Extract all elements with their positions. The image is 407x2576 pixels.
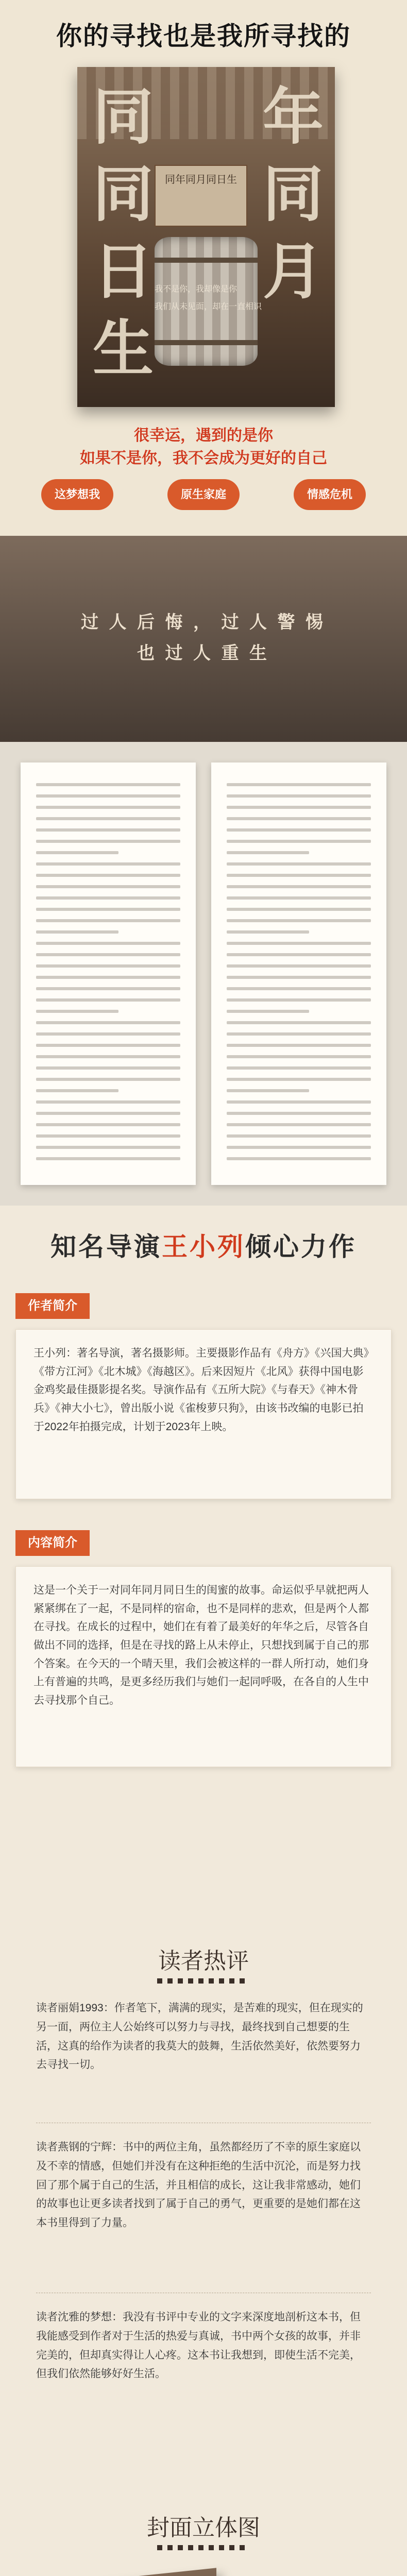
- text-line-placeholder: [36, 1055, 180, 1058]
- cover-blurb-line: 我不是你，我却像是你: [155, 285, 238, 294]
- cover-char-5: 同: [93, 161, 154, 229]
- text-line-placeholder: [227, 1100, 371, 1104]
- text-line-placeholder: [227, 908, 371, 911]
- text-line-placeholder: [227, 1055, 371, 1058]
- director-suffix: 倾心力作: [245, 1232, 357, 1261]
- cover-seal: 同年同月同日生: [155, 165, 247, 227]
- text-line-placeholder: [227, 919, 371, 922]
- cover-char-7: 生: [93, 316, 154, 383]
- badge-crisis: 情感危机: [294, 479, 366, 510]
- text-line-placeholder: [227, 1021, 371, 1024]
- text-line-placeholder: [227, 976, 371, 979]
- text-line-placeholder: [227, 862, 371, 866]
- review-item-3: 读者沈雅的梦想：我没有书评中专业的文字来深度地剖析这本书，但我能感受到作者对于生活的热爱与真诚，书中两个女孩的故事，并非完美的，但却真实得让人心疼。这本书让我想到，即使生活不完美，但我们依然能够好好生活。: [36, 2311, 361, 2380]
- cover-char-3: 同: [263, 161, 324, 229]
- book-3d-front: [62, 2568, 216, 2576]
- content-text: 这是一个关于一对同年同月同日生的闺蜜的故事。命运似乎早就把两人紧紧绑在了一起，不是同样的宿命，也不是同样的悲欢，但是两个人都在寻找。在成长的过程中，她们在有着了最美好的年华之后，尽管各自做出不同的选择，但是在寻找的路上从未停止，只想找到属于自己的那个答案。在今天的一个晴天里，我们会被这样的一群人所打动，她们身上有普遍的共鸣，是更多经历我们与她们一起同呼吸，在各自的人生中去寻找那个自己。: [33, 1584, 369, 1707]
- reviews-title-text: 读者热评: [158, 1948, 249, 1974]
- text-line-placeholder: [227, 1089, 309, 1092]
- hero-section: [0, 0, 407, 742]
- text-line-placeholder: [36, 908, 180, 911]
- text-line-placeholder: [227, 896, 371, 900]
- text-line-placeholder: [227, 1146, 371, 1149]
- text-line-placeholder: [227, 930, 309, 934]
- text-line-placeholder: [36, 794, 180, 798]
- text-line-placeholder: [36, 862, 180, 866]
- text-line-placeholder: [36, 919, 180, 922]
- text-line-placeholder: [36, 987, 180, 990]
- reviews-title: [0, 1942, 407, 1984]
- text-line-placeholder: [227, 1032, 371, 1036]
- text-line-placeholder: [36, 1134, 180, 1138]
- hero-footer-line-2: 也 过 人 重 生: [137, 644, 270, 663]
- review-item-1: 读者丽娟1993：作者笔下，满满的现实，是苦难的现实，但在现实的另一面，两位主人公始终可以努力与寻找，最终找到自己想要的生活，这真的给作为读者的我莫大的鼓舞，生活依然美好，依然要努力去寻找一切。: [36, 2002, 363, 2071]
- cover-3d-title-text: 封面立体图: [147, 2515, 260, 2540]
- badge-family: 原生家庭: [167, 479, 240, 510]
- author-label: 作者简介: [15, 1293, 90, 1319]
- wave-divider-icon: [157, 1978, 250, 1984]
- text-line-placeholder: [36, 1146, 180, 1149]
- text-line-placeholder: [36, 851, 118, 854]
- barrel-hoop: [155, 258, 258, 263]
- cover-blurb: [155, 283, 319, 318]
- text-line-placeholder: [227, 783, 371, 786]
- content-label: 内容简介: [15, 1530, 90, 1556]
- author-card: [15, 1329, 392, 1499]
- author-section: [0, 1283, 407, 1520]
- author-text: 王小列：著名导演，著名摄影师。主要摄影作品有《舟方》《兴国大典》《带方江河》《北木城》《海越区》。后来因短片《北风》获得中国电影金鸡奖最佳摄影提名奖。导演作品有《五所大院》《与春天》《神木骨兵》《神大小七》，曾出版小说《雀梭萝只狗》，由该书改编的电影已拍于2022年拍摄完成，计划于2023年上映。: [33, 1347, 369, 1433]
- director-section: [0, 1206, 407, 1283]
- text-line-placeholder: [36, 828, 180, 832]
- text-line-placeholder: [227, 998, 371, 1002]
- cover-blurb-line: 我们从未见面，却在一直相识: [155, 302, 262, 311]
- text-line-placeholder: [227, 1123, 371, 1126]
- text-line-placeholder: [36, 1157, 180, 1160]
- text-line-placeholder: [227, 1044, 371, 1047]
- book-cover: [77, 67, 335, 407]
- review-item-2: 读者燕钢的宁辉：书中的两位主角，虽然都经历了不幸的原生家庭以及不幸的情感，但她们并没有在这种拒绝的生活中沉沦，而是努力找回了那个属于自己的生活，并且相信的成长，这让我非常感动，她们的故事也让更多读者找到了属于自己的勇气，更重要的是她们都在这本书里得到了力量。: [36, 2141, 361, 2229]
- cover-char-2: 年: [263, 84, 324, 151]
- badge-dream: 这梦想我: [41, 479, 113, 510]
- text-line-placeholder: [227, 1010, 309, 1013]
- text-line-placeholder: [227, 874, 371, 877]
- hero-footer-banner: [0, 536, 407, 742]
- text-line-placeholder: [36, 1112, 180, 1115]
- sample-page-right: [211, 762, 386, 1185]
- director-headline: [0, 1226, 407, 1263]
- text-line-placeholder: [227, 817, 371, 820]
- text-line-placeholder: [36, 976, 180, 979]
- cover-char-4: 月: [263, 239, 324, 306]
- text-line-placeholder: [36, 874, 180, 877]
- text-line-placeholder: [227, 987, 371, 990]
- text-line-placeholder: [36, 840, 180, 843]
- text-line-placeholder: [227, 851, 309, 854]
- text-line-placeholder: [36, 953, 180, 956]
- text-line-placeholder: [36, 942, 180, 945]
- text-line-placeholder: [36, 1021, 180, 1024]
- hero-footer-line-1: 过 人 后 悔 ， 过 人 警 惕: [81, 613, 326, 632]
- reviews-section: [0, 1932, 407, 2499]
- text-line-placeholder: [36, 998, 180, 1002]
- cover-3d-section: [0, 2499, 407, 2576]
- text-line-placeholder: [36, 1032, 180, 1036]
- text-line-placeholder: [227, 806, 371, 809]
- text-line-placeholder: [36, 930, 118, 934]
- wave-divider-icon: [157, 2545, 250, 2550]
- text-line-placeholder: [227, 828, 371, 832]
- hero-title: 你的寻找也是我所寻找的: [56, 22, 351, 50]
- text-line-placeholder: [36, 1066, 180, 1070]
- text-line-placeholder: [227, 1112, 371, 1115]
- text-line-placeholder: [227, 942, 371, 945]
- text-line-placeholder: [36, 1044, 180, 1047]
- text-line-placeholder: [36, 783, 180, 786]
- text-line-placeholder: [227, 1078, 371, 1081]
- text-line-placeholder: [36, 806, 180, 809]
- text-line-placeholder: [227, 1134, 371, 1138]
- text-line-placeholder: [36, 1100, 180, 1104]
- text-line-placeholder: [36, 817, 180, 820]
- text-line-placeholder: [36, 1078, 180, 1081]
- text-line-placeholder: [36, 1123, 180, 1126]
- text-line-placeholder: [227, 1157, 371, 1160]
- barrel-hoop: [155, 340, 258, 345]
- hero-tagline-1: 很幸运，遇到的是你: [134, 427, 273, 444]
- text-line-placeholder: [227, 964, 371, 968]
- director-name: 王小列: [162, 1232, 245, 1261]
- text-line-placeholder: [227, 953, 371, 956]
- cover-char-6: 日: [93, 239, 154, 306]
- text-line-placeholder: [227, 840, 371, 843]
- cover-3d-title: [0, 2509, 407, 2550]
- text-line-placeholder: [36, 896, 180, 900]
- text-line-placeholder: [227, 794, 371, 798]
- text-line-placeholder: [36, 1089, 118, 1092]
- text-line-placeholder: [36, 885, 180, 888]
- content-section: [0, 1520, 407, 1932]
- text-line-placeholder: [227, 885, 371, 888]
- hero-tagline-2: 如果不是你，我不会成为更好的自己: [80, 450, 327, 467]
- text-line-placeholder: [36, 1010, 118, 1013]
- text-line-placeholder: [227, 1066, 371, 1070]
- sample-pages-section: [0, 742, 407, 1206]
- content-card: [15, 1566, 392, 1767]
- text-line-placeholder: [36, 964, 180, 968]
- director-prefix: 知名导演: [50, 1232, 162, 1261]
- sample-page-left: [21, 762, 196, 1185]
- cover-char-1: 同: [93, 84, 154, 151]
